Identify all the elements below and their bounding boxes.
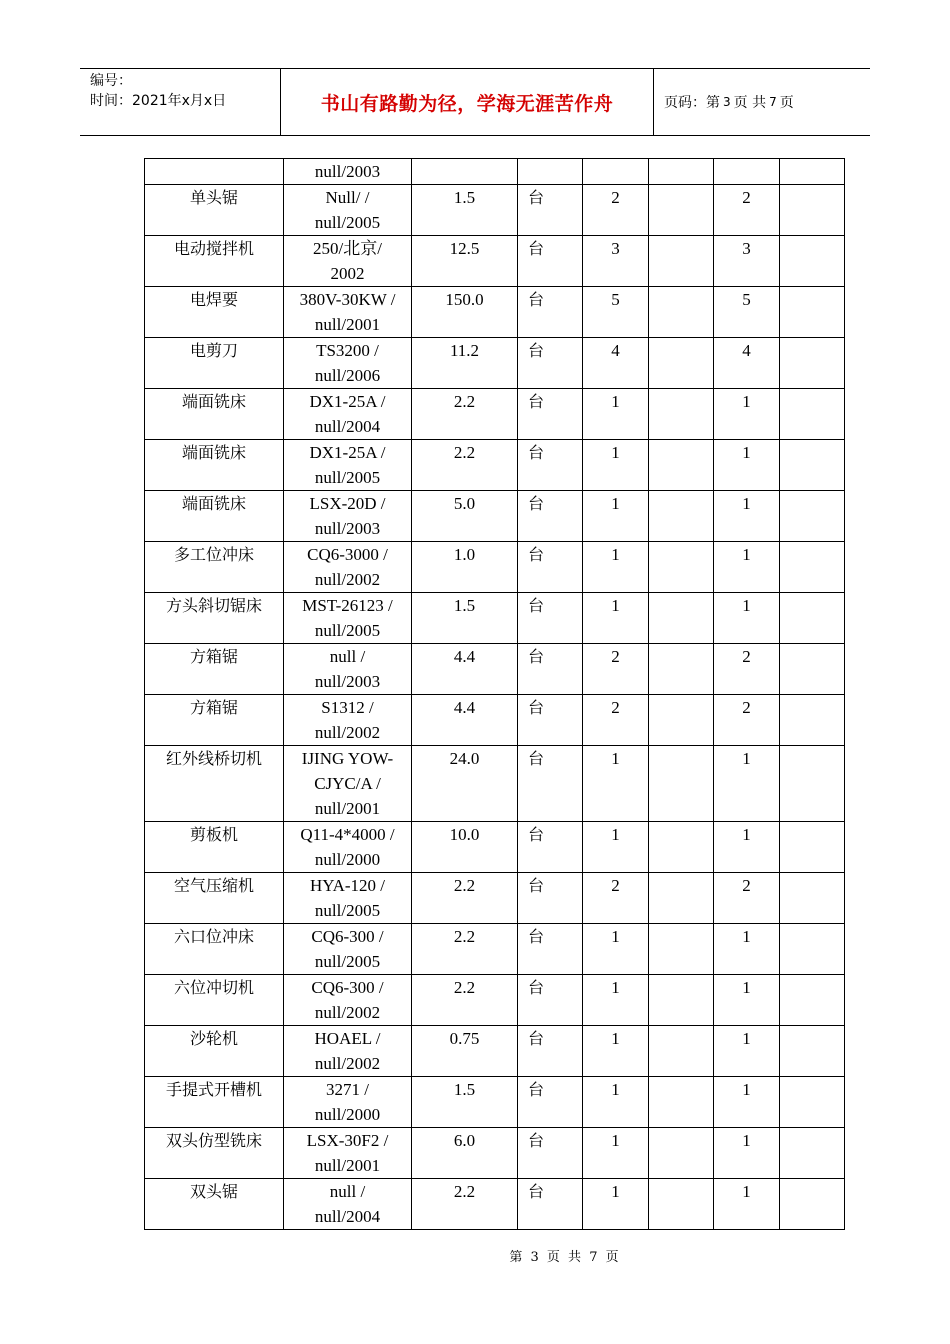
unit-cell: 台: [518, 746, 583, 822]
power-cell: 1.5: [412, 1077, 518, 1128]
table-row: [145, 236, 845, 287]
name-cell: 双头仿型铣床: [145, 1128, 284, 1179]
table-row: [145, 746, 845, 822]
col7-cell: 1: [714, 1128, 780, 1179]
col8-cell: [780, 287, 845, 338]
name-cell: 双头锯: [145, 1179, 284, 1230]
col7-cell: 1: [714, 746, 780, 822]
unit-cell: 台: [518, 287, 583, 338]
col7-cell: 1: [714, 440, 780, 491]
header-page-number: [654, 69, 870, 135]
model-cell: [284, 440, 412, 491]
model-line: CQ6-300 /: [311, 978, 384, 997]
footer-mid: 页 共: [546, 1250, 584, 1265]
col8-cell: [780, 644, 845, 695]
col8-cell: [780, 1179, 845, 1230]
col6-cell: [649, 542, 714, 593]
code-label: 编号：: [90, 73, 132, 89]
power-cell: 4.4: [412, 644, 518, 695]
col6-cell: [649, 644, 714, 695]
unit-cell: 台: [518, 873, 583, 924]
name-cell: 端面铣床: [145, 440, 284, 491]
power-cell: 12.5: [412, 236, 518, 287]
table-row: [145, 491, 845, 542]
model-cell: [284, 236, 412, 287]
name-cell: 电焊要: [145, 287, 284, 338]
header-motto: 书山有路勤为径，学海无涯苦作舟: [281, 69, 654, 135]
col8-cell: [780, 338, 845, 389]
col7-cell: 1: [714, 924, 780, 975]
model-cell: [284, 975, 412, 1026]
col6-cell: [649, 1077, 714, 1128]
col8-cell: [780, 1026, 845, 1077]
footer-current: 3: [530, 1250, 541, 1265]
col7-cell: 1: [714, 542, 780, 593]
col8-cell: [780, 822, 845, 873]
name-cell: 手提式开槽机: [145, 1077, 284, 1128]
name-cell: 方头斜切锯床: [145, 593, 284, 644]
page-prefix: 页码：第: [664, 95, 720, 111]
model-line: null/2005: [314, 468, 381, 487]
col7-cell: 3: [714, 236, 780, 287]
model-cell: [284, 1077, 412, 1128]
col6-cell: [649, 873, 714, 924]
name-cell: 端面铣床: [145, 389, 284, 440]
name-cell: 单头锯: [145, 185, 284, 236]
col8-cell: [780, 236, 845, 287]
table-row: [145, 1128, 845, 1179]
model-line: 250/北京/: [313, 239, 382, 258]
model-line: IJING YOW-: [301, 749, 394, 768]
power-cell: 0.75: [412, 1026, 518, 1077]
model-line: null/2004: [314, 417, 381, 436]
model-line: DX1-25A /: [309, 392, 386, 411]
power-cell: 24.0: [412, 746, 518, 822]
quantity-cell: 2: [583, 185, 649, 236]
table-row: [145, 287, 845, 338]
model-line: null/2006: [314, 366, 381, 385]
unit-cell: 台: [518, 1128, 583, 1179]
table-row: [145, 185, 845, 236]
power-cell: 2.2: [412, 975, 518, 1026]
model-line: LSX-20D /: [309, 494, 386, 513]
col7-cell: 2: [714, 873, 780, 924]
quantity-cell: 1: [583, 1128, 649, 1179]
model-line: null/2001: [314, 1156, 381, 1175]
col6-cell: [649, 1026, 714, 1077]
model-line: Q11-4*4000 /: [300, 825, 395, 844]
col8-cell: [780, 975, 845, 1026]
col8-cell: [780, 389, 845, 440]
model-line: 380V-30KW /: [299, 290, 396, 309]
col7-cell: 1: [714, 389, 780, 440]
table-row: [145, 440, 845, 491]
model-line: null/2005: [314, 213, 381, 232]
quantity-cell: 1: [583, 822, 649, 873]
page-suffix: 页: [779, 95, 794, 111]
power-cell: 11.2: [412, 338, 518, 389]
col6-cell: [649, 822, 714, 873]
model-line: null/2002: [314, 1054, 381, 1073]
model-line: null/2005: [314, 901, 381, 920]
footer-prefix: 第: [509, 1250, 525, 1265]
name-cell: 剪板机: [145, 822, 284, 873]
model-cell: [284, 491, 412, 542]
col8-cell: [780, 746, 845, 822]
col8-cell: [780, 695, 845, 746]
model-line: null /: [329, 1182, 366, 1201]
table-row: [145, 1077, 845, 1128]
quantity-cell: 1: [583, 542, 649, 593]
col7-cell: 2: [714, 185, 780, 236]
model-line: null/2002: [314, 723, 381, 742]
quantity-cell: 3: [583, 236, 649, 287]
model-cell: [284, 338, 412, 389]
model-line: HYA-120 /: [309, 876, 386, 895]
model-line: S1312 /: [321, 698, 374, 717]
table-row: [145, 873, 845, 924]
name-cell: 端面铣床: [145, 491, 284, 542]
power-cell: 6.0: [412, 1128, 518, 1179]
model-line: 2002: [330, 264, 365, 283]
model-line: null/2005: [314, 621, 381, 640]
page-current: 3: [723, 95, 731, 109]
col6-cell: [649, 185, 714, 236]
unit-cell: 台: [518, 593, 583, 644]
model-cell: [284, 185, 412, 236]
model-cell: [284, 873, 412, 924]
col8-cell: [780, 1077, 845, 1128]
col7-cell: 1: [714, 491, 780, 542]
model-line: CQ6-3000 /: [307, 545, 388, 564]
table-row: [145, 1026, 845, 1077]
model-line: TS3200 /: [316, 341, 379, 360]
col8-cell: [780, 491, 845, 542]
col7-cell: 1: [714, 1077, 780, 1128]
col7-cell: 2: [714, 695, 780, 746]
model-cell: [284, 287, 412, 338]
col7-cell: 1: [714, 975, 780, 1026]
table-row: [145, 593, 845, 644]
unit-cell: 台: [518, 924, 583, 975]
name-cell: 六位冲切机: [145, 975, 284, 1026]
table-row: [145, 975, 845, 1026]
model-cell: [284, 695, 412, 746]
unit-cell: 台: [518, 236, 583, 287]
model-line: CQ6-300 /: [311, 927, 384, 946]
model-cell: [284, 924, 412, 975]
quantity-cell: 1: [583, 1077, 649, 1128]
name-cell: 电剪刀: [145, 338, 284, 389]
model-cell: [284, 1026, 412, 1077]
col7-cell: 1: [714, 593, 780, 644]
page-total: 7: [769, 95, 777, 109]
name-cell: 方箱锯: [145, 695, 284, 746]
table-row: [145, 1179, 845, 1230]
unit-cell: 台: [518, 440, 583, 491]
unit-cell: 台: [518, 975, 583, 1026]
col7-cell: 1: [714, 822, 780, 873]
quantity-cell: 1: [583, 1179, 649, 1230]
col6-cell: [649, 975, 714, 1026]
name-cell: 红外线桥切机: [145, 746, 284, 822]
power-cell: 1.5: [412, 185, 518, 236]
quantity-cell: 1: [583, 389, 649, 440]
equipment-table: [144, 158, 845, 1230]
col8-cell: [780, 1128, 845, 1179]
col7-cell: 1: [714, 1179, 780, 1230]
model-line: null/2000: [314, 1105, 381, 1124]
col6-cell: [649, 491, 714, 542]
col6-cell: [649, 287, 714, 338]
model-cell: [284, 593, 412, 644]
power-cell: 150.0: [412, 287, 518, 338]
model-line: null/2004: [314, 1207, 381, 1226]
quantity-cell: 1: [583, 440, 649, 491]
unit-cell: 台: [518, 644, 583, 695]
power-cell: 1.0: [412, 542, 518, 593]
footer-suffix: 页: [605, 1250, 621, 1265]
col8-cell: [780, 593, 845, 644]
model-line: MST-26123 /: [302, 596, 393, 615]
col6-cell: [649, 338, 714, 389]
col6-cell: [649, 695, 714, 746]
model-cell: [284, 389, 412, 440]
model-line: null/2002: [314, 570, 381, 589]
col8-cell: [780, 873, 845, 924]
unit-cell: 台: [518, 1077, 583, 1128]
col7-cell: 2: [714, 644, 780, 695]
col7-cell: 5: [714, 287, 780, 338]
power-cell: 2.2: [412, 389, 518, 440]
table-row: [145, 924, 845, 975]
unit-cell: 台: [518, 1179, 583, 1230]
quantity-cell: 2: [583, 873, 649, 924]
quantity-cell: 1: [583, 746, 649, 822]
model-line: null/2001: [314, 315, 381, 334]
quantity-cell: 1: [583, 924, 649, 975]
quantity-cell: 4: [583, 338, 649, 389]
col6-cell: [649, 746, 714, 822]
model-line: 3271 /: [326, 1080, 369, 1099]
unit-cell: 台: [518, 491, 583, 542]
table-row: [145, 159, 845, 185]
power-cell: 5.0: [412, 491, 518, 542]
quantity-cell: 1: [583, 491, 649, 542]
model-cell: null/2003: [284, 159, 412, 185]
col8-cell: [780, 924, 845, 975]
col7-cell: 1: [714, 1026, 780, 1077]
name-cell: 电动搅拌机: [145, 236, 284, 287]
name-cell: 方箱锯: [145, 644, 284, 695]
name-cell: 多工位冲床: [145, 542, 284, 593]
page-mid: 页 共: [733, 95, 767, 111]
model-line: HOAEL /: [314, 1029, 381, 1048]
model-cell: [284, 542, 412, 593]
col6-cell: [649, 593, 714, 644]
col6-cell: [649, 440, 714, 491]
unit-cell: 台: [518, 822, 583, 873]
col8-cell: [780, 185, 845, 236]
col6-cell: [649, 1179, 714, 1230]
unit-cell: 台: [518, 1026, 583, 1077]
model-line: CJYC/A /: [314, 774, 381, 793]
quantity-cell: 2: [583, 695, 649, 746]
model-line: DX1-25A /: [309, 443, 386, 462]
table-row: [145, 338, 845, 389]
col8-cell: [780, 542, 845, 593]
col6-cell: [649, 236, 714, 287]
unit-cell: 台: [518, 542, 583, 593]
quantity-cell: 1: [583, 975, 649, 1026]
model-line: Null/ /: [325, 188, 370, 207]
name-cell: 沙轮机: [145, 1026, 284, 1077]
footer-total: 7: [589, 1250, 600, 1265]
power-cell: 2.2: [412, 1179, 518, 1230]
quantity-cell: 2: [583, 644, 649, 695]
unit-cell: 台: [518, 185, 583, 236]
model-line: null /: [329, 647, 366, 666]
model-line: null/2003: [314, 672, 381, 691]
model-cell: [284, 1128, 412, 1179]
power-cell: 1.5: [412, 593, 518, 644]
unit-cell: 台: [518, 338, 583, 389]
quantity-cell: 1: [583, 593, 649, 644]
model-line: null/2002: [314, 1003, 381, 1022]
name-cell: 六口位冲床: [145, 924, 284, 975]
table-row: [145, 822, 845, 873]
table-row: [145, 542, 845, 593]
power-cell: 2.2: [412, 924, 518, 975]
col7-cell: 4: [714, 338, 780, 389]
quantity-cell: 5: [583, 287, 649, 338]
model-cell: [284, 822, 412, 873]
page-footer: [0, 1246, 950, 1265]
table-row: [145, 695, 845, 746]
name-cell: 空气压缩机: [145, 873, 284, 924]
power-cell: 2.2: [412, 440, 518, 491]
col6-cell: [649, 1128, 714, 1179]
header-info: [80, 69, 281, 135]
power-cell: 4.4: [412, 695, 518, 746]
model-cell: [284, 746, 412, 822]
col6-cell: [649, 389, 714, 440]
model-line: null/2000: [314, 850, 381, 869]
model-line: null/2005: [314, 952, 381, 971]
model-line: null/2003: [314, 519, 381, 538]
unit-cell: 台: [518, 389, 583, 440]
model-line: null/2001: [314, 799, 381, 818]
table-row: [145, 389, 845, 440]
quantity-cell: 1: [583, 1026, 649, 1077]
col8-cell: [780, 440, 845, 491]
model-cell: [284, 644, 412, 695]
unit-cell: 台: [518, 695, 583, 746]
model-cell: [284, 1179, 412, 1230]
model-line: LSX-30F2 /: [306, 1131, 389, 1150]
col6-cell: [649, 924, 714, 975]
table-row: [145, 644, 845, 695]
power-cell: 2.2: [412, 873, 518, 924]
time-label: 时间：2021年x月x日: [90, 93, 227, 109]
page-header: [80, 68, 870, 136]
power-cell: 10.0: [412, 822, 518, 873]
